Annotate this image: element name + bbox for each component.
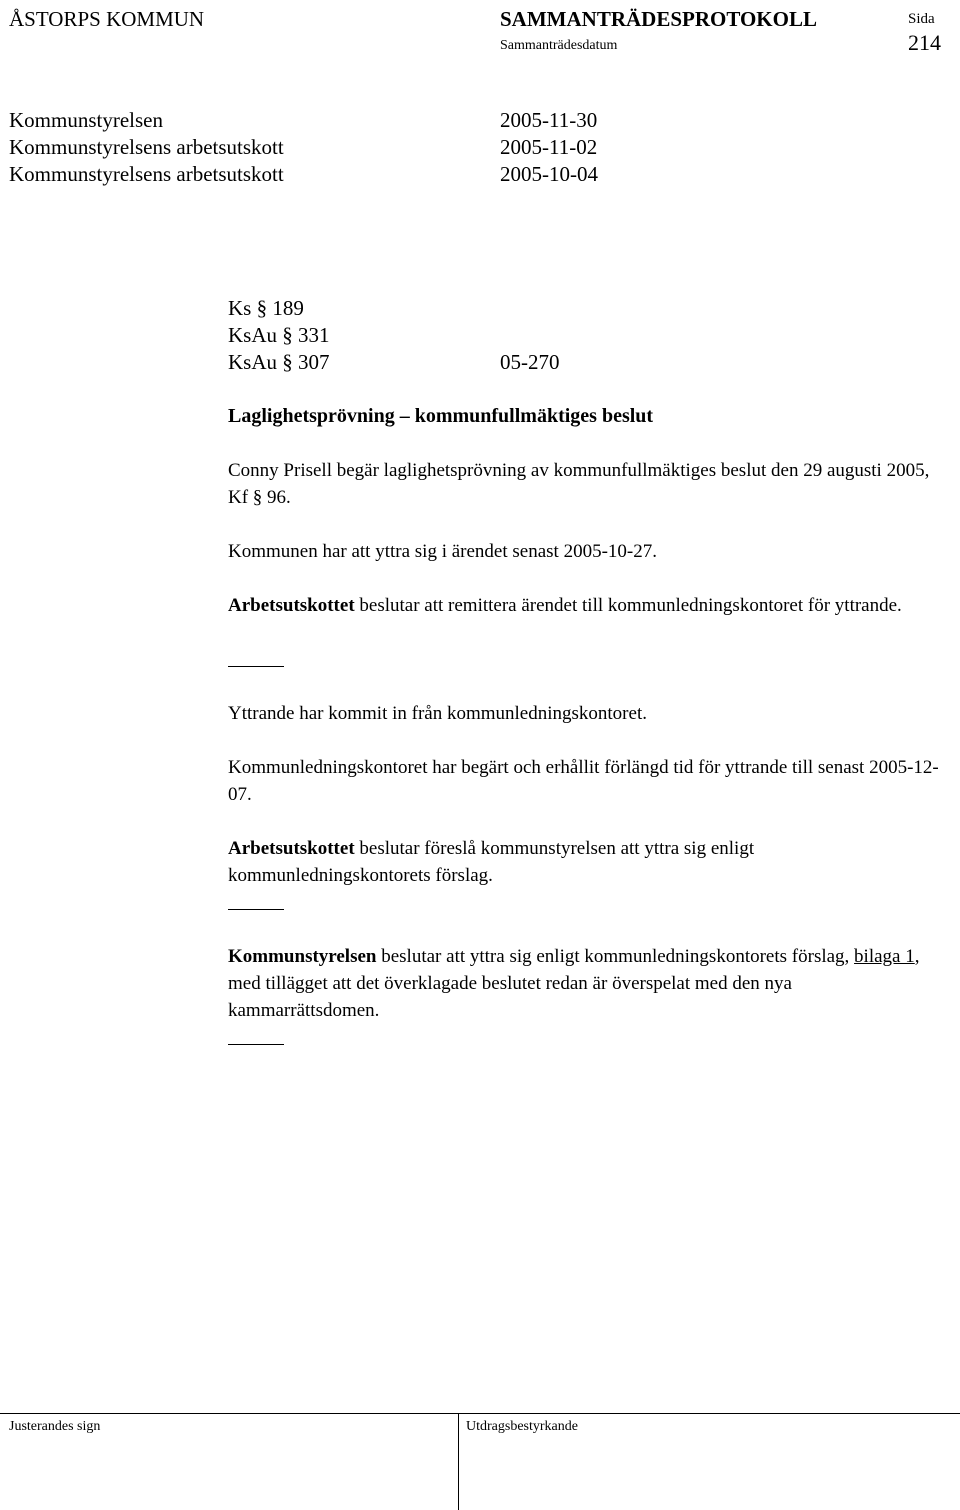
section-separator [228, 1044, 284, 1045]
organization-name: ÅSTORPS KOMMUN [9, 7, 205, 31]
paragraph-ks-decision [228, 943, 940, 1024]
page-number: 214 [908, 30, 941, 55]
decision-body: Arbetsutskottet [228, 838, 355, 859]
case-heading: Laglighetsprövning – kommunfullmäktiges beslut [228, 405, 654, 427]
section-separator [228, 909, 284, 910]
decision-text: beslutar att remittera ärendet till kommunledningskontoret för yttrande. [354, 595, 902, 616]
decision-text: , med tillägget att det överklagade beslutet redan är överspelat med den nya kammarrättsdomen. [228, 946, 920, 1021]
decision-text: beslutar att yttra sig enligt kommunledningskontorets förslag, [376, 946, 855, 967]
decision-text: beslutar föreslå kommunstyrelsen att yttra sig enligt kommunledningskontorets förslag. [228, 838, 755, 886]
attachment-link[interactable]: bilaga 1 [854, 946, 915, 967]
decision-body: Kommunstyrelsen [228, 946, 377, 967]
meeting-date: 2005-11-02 [500, 135, 598, 159]
paragraph-au-decision-2 [228, 835, 940, 889]
paragraph-ref: KsAu § 331 [228, 323, 330, 347]
page-label: Sida [908, 11, 935, 27]
footer-rule [0, 1413, 960, 1414]
paragraph-ref: Ks § 189 [228, 296, 304, 320]
meeting-body: Kommunstyrelsen [9, 108, 163, 132]
paragraph-extension: Kommunledningskontoret har begärt och erhållit förlängd tid för yttrande till senast 2005-12-07. [228, 757, 939, 805]
meeting-date: 2005-11-30 [500, 108, 598, 132]
meeting-body: Kommunstyrelsens arbetsutskott [9, 162, 284, 186]
footer-divider [458, 1413, 459, 1510]
case-number: 05-270 [500, 350, 560, 374]
paragraph-au-decision-1 [228, 592, 940, 619]
meeting-body: Kommunstyrelsens arbetsutskott [9, 135, 284, 159]
footer-certification-label: Utdragsbestyrkande [466, 1419, 578, 1434]
paragraph-reply-received: Yttrande har kommit in från kommunledningskontoret. [228, 703, 647, 724]
paragraph-deadline: Kommunen har att yttra sig i ärendet senast 2005-10-27. [228, 541, 657, 562]
section-separator [228, 666, 284, 667]
paragraph-ref: KsAu § 307 [228, 350, 330, 374]
meeting-date: 2005-10-04 [500, 162, 598, 186]
meeting-date-label: Sammanträdesdatum [500, 38, 618, 53]
footer-sign-label: Justerandes sign [9, 1419, 101, 1434]
document-type: SAMMANTRÄDESPROTOKOLL [500, 7, 817, 31]
paragraph-request: Conny Prisell begär laglighetsprövning av kommunfullmäktiges beslut den 29 augusti 2005, Kf § 96. [228, 460, 930, 508]
decision-body: Arbetsutskottet [228, 595, 355, 616]
